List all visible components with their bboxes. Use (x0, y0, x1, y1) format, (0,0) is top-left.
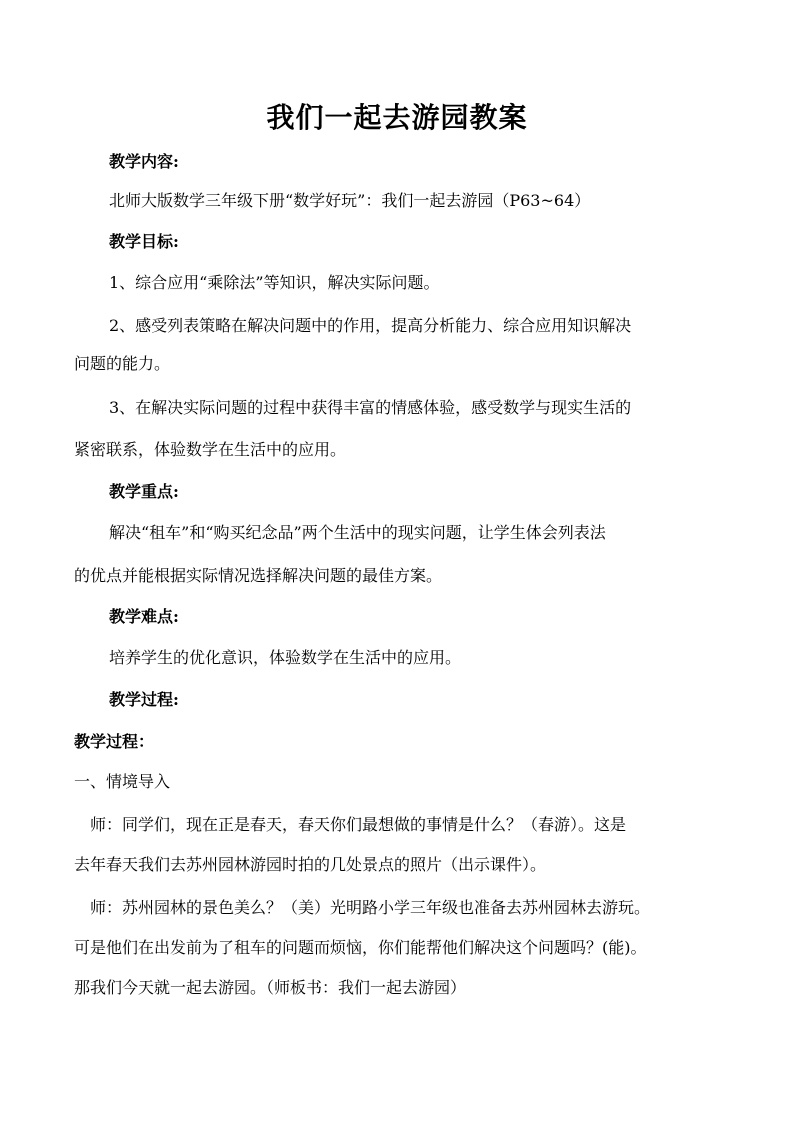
paragraph-line: 去年春天我们去苏州园林游园时拍的几处景点的照片（出示课件）。 (74, 855, 547, 874)
paragraph-line: 解决“租车”和“购买纪念品”两个生活中的现实问题，让学生体会列表法 (109, 523, 606, 542)
heading-teaching-process-main: 教学过程： (74, 732, 155, 751)
paragraph-line: 3、在解决实际问题的过程中获得丰富的情感体验，感受数学与现实生活的 (109, 398, 632, 417)
heading-difficult-points: 教学难点: (109, 607, 179, 626)
document-title: 我们一起去游园教案 (266, 101, 528, 134)
paragraph-line: 师：同学们，现在正是春天，春天你们最想做的事情是什么？（春游）。这是 (90, 815, 627, 834)
paragraph-line: 师：苏州园林的景色美么？（美）光明路小学三年级也准备去苏州园林去游玩。 (90, 898, 651, 917)
heading-teaching-goals: 教学目标: (109, 232, 179, 251)
paragraph-line: 北师大版数学三年级下册“数学好玩”：我们一起去游园（P63~64） (109, 191, 591, 210)
paragraph-line: 可是他们在出发前为了租车的问题而烦恼，你们能帮他们解决这个问题吗？(能)。 (74, 938, 647, 957)
paragraph-line: 的优点并能根据实际情况选择解决问题的最佳方案。 (74, 566, 443, 585)
paragraph-line: 那我们今天就一起去游园。（师板书：我们一起去游园） (74, 978, 467, 997)
paragraph-line: 紧密联系，体验数学在生活中的应用。 (74, 440, 347, 459)
paragraph-line: 2、感受列表策略在解决问题中的作用，提高分析能力、综合应用知识解决 (109, 316, 632, 335)
paragraph-line: 1、综合应用“乘除法”等知识，解决实际问题。 (109, 273, 440, 292)
heading-teaching-process: 教学过程: (109, 690, 179, 709)
section-heading: 一、情境导入 (74, 772, 171, 791)
paragraph-line: 问题的能力。 (74, 354, 171, 373)
heading-key-points: 教学重点: (109, 482, 179, 501)
heading-teaching-content: 教学内容: (109, 152, 179, 171)
paragraph-line: 培养学生的优化意识，体验数学在生活中的应用。 (109, 648, 462, 667)
